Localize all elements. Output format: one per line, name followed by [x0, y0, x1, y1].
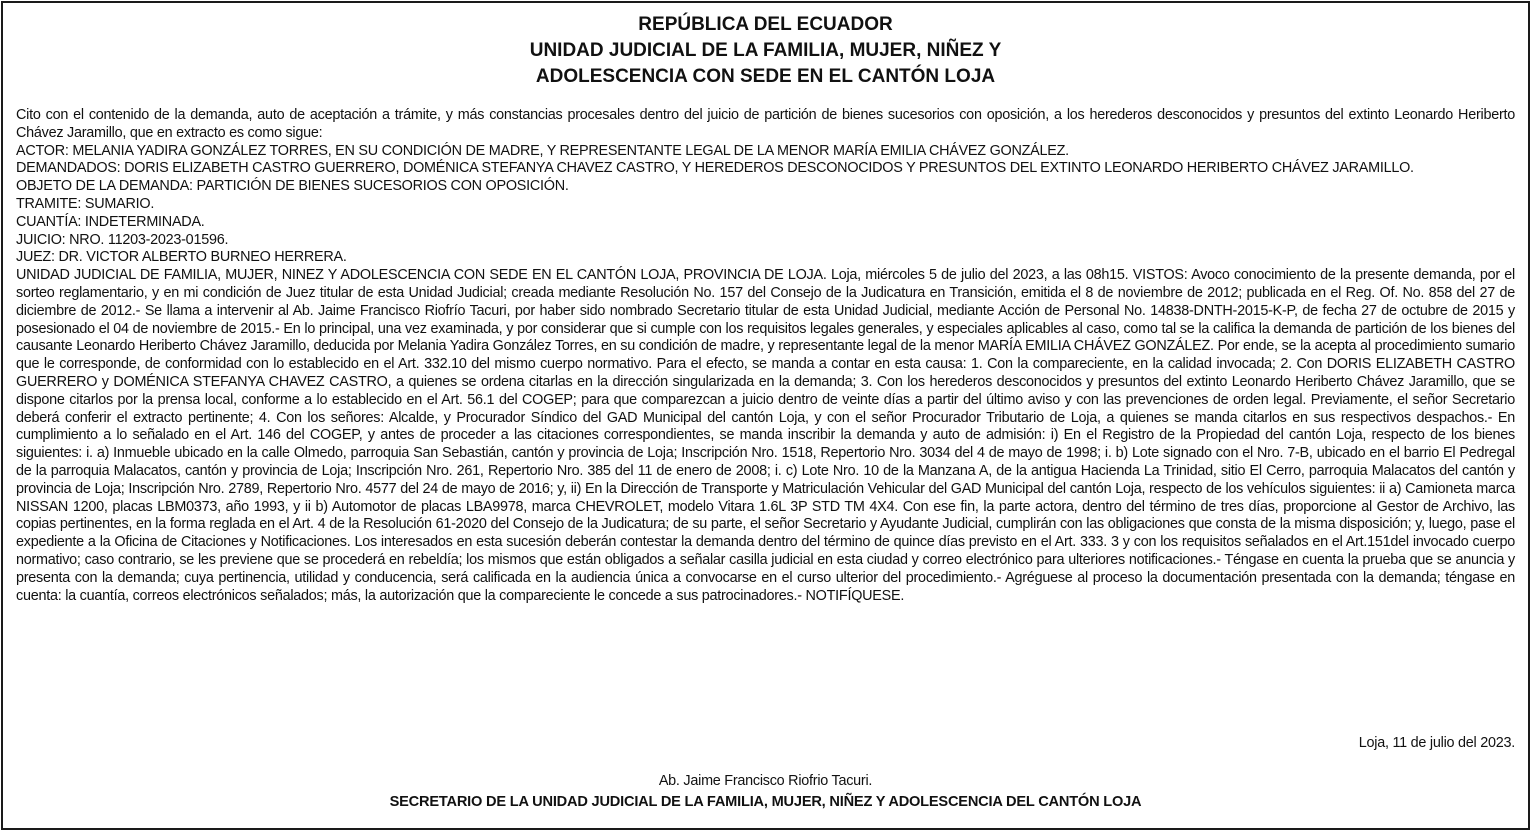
juez-line: JUEZ: DR. VICTOR ALBERTO BURNEO HERRERA.	[16, 249, 347, 266]
header-court-line-2: ADOLESCENCIA CON SEDE EN EL CANTÓN LOJA	[535, 66, 996, 87]
juicio-line: JUICIO: NRO. 11203-2023-01596.	[16, 231, 229, 248]
header-country: REPÚBLICA DEL ECUADOR	[638, 14, 893, 35]
notice-header	[3, 12, 1528, 90]
signatory-name: Ab. Jaime Francisco Riofrio Tacuri.	[658, 773, 873, 789]
notice-body	[16, 107, 1515, 605]
legal-notice	[1, 1, 1530, 830]
tramite-line: TRAMITE: SUMARIO.	[16, 195, 155, 212]
providencia-paragraph: UNIDAD JUDICIAL DE FAMILIA, MUJER, NINEZ Y ADOLESCENCIA CON SEDE EN EL CANTÓN LOJA, PROVINCIA DE LOJA. Loja, miércoles 5 de julio del 2023, a las 08h15. VISTOS: Avoco conocimiento de la presente demanda, por el sorteo reglamentario, y en mi condición de Juez titular de esta Unidad Judicial; creada mediante Resolución No. 157 del Consejo de la Judicatura en Transición, emitida el 8 de noviembre de 2012; publicada en el Reg. Of. No. 858 del 27 de diciembre de 2012.- Se llama a intervenir al Ab. Jaime Francisco Riofrío Tacuri, por haber sido nombrado Secretario titular de esta Unidad Judicial, mediante Acción de Personal No. 14838-DNTH-2015-K-P, de fecha 27 de octubre de 2015 y posesionado el 04 de noviembre de 2015.- En lo principal, una vez examinada, y por considerar que si cumple con los requisitos legales generales, y especiales aplicables al caso, como tal se la califica la demanda de partición de los bienes del causante Leonardo Heriberto Chávez Jaramillo, deducida por Melania Yadira González Torres, en su condición de madre, y representante legal de la menor MARÍA EMILIA CHÁVEZ GONZÁLEZ. Por ende, se la acepta al procedimiento sumario que le corresponde, de conformidad con lo establecido en el Art. 332.10 del mismo cuerpo normativo. Para el efecto, se manda a contar en esta causa: 1. Con la compareciente, en la calidad invocada; 2. Con DORIS ELIZABETH CASTRO GUERRERO y DOMÉNICA STEFANYA CHAVEZ CASTRO, a quienes se ordena citarlas en la dirección singularizada en la demanda; 3. Con los herederos desconocidos y presuntos del extinto Leonardo Heriberto Chávez Jaramillo, que se dispone citarlos por la prensa local, conforme a lo establecido en el Art. 56.1 del COGEP; para que comparezcan a juicio dentro de veinte días a partir del último aviso y con las prevenciones de orden legal. Previamente, el señor Secretario deberá conferir el extracto pertinente; 4. Con los señores: Alcalde, y Procurador Síndico del GAD Municipal del cantón Loja, y con el señor Procurador Tributario de Loja, a quienes se manda citarlos en sus respectivos despachos.- En cumplimiento a lo señalado en el Art. 146 del COGEP, y antes de proceder a las citaciones correspondientes, se manda inscribir la demanda y auto de admisión: i) En el Registro de la Propiedad del cantón Loja, respecto de los bienes siguientes: i. a) Inmueble ubicado en la calle Olmedo, parroquia San Sebastián, cantón y provincia de Loja; Inscripción Nro. 1518, Repertorio Nro. 3034 del 4 de mayo de 1998; i. b) Lote signado con el Nro. 7-B, ubicado en el barrio El Pedregal de la parroquia Malacatos, cantón y provincia de Loja; Inscripción Nro. 261, Repertorio Nro. 385 del 11 de enero de 2008; i. c) Lote Nro. 10 de la Manzana A, de la antigua Hacienda La Trinidad, sitio El Cerro, parroquia Malacatos del cantón y provincia de Loja; Inscripción Nro. 2789, Repertorio Nro. 4577 del 24 de mayo de 2016; y, ii) En la Dirección de Transporte y Matriculación Vehicular del GAD Municipal del cantón Loja, respecto de los vehículos siguientes: ii a) Camioneta marca NISSAN 1200, placas LBM0373, año 1993, y ii b) Automotor de placas LBA9978, marca CHEVROLET, modelo Vitara 1.6L 3P STD TM 4X4. Con ese fin, la parte actora, dentro del término de tres días, proporcione al Gestor de Archivo, las copias pertinentes, en la forma reglada en el Art. 4 de la Resolución 61-2020 del Consejo de la Judicatura; de su parte, el señor Secretario y Ayudante Judicial, cumplirán con las obligaciones que consta de la misma disposición; y, luego, pase el expediente a la Oficina de Citaciones y Notificaciones. Los interesados en esta sucesión deberán contestar la demanda dentro del término de quince días previsto en el Art. 333. 3 y con los requisitos señalados en el Art.151del invocado cuerpo normativo; caso contrario, se les previene que se procederá en rebeldía; los mismos que están obligados a señalar casilla judicial en esta ciudad y correo electrónico para ulteriores notificaciones.- Téngase en cuenta la prueba que se anuncia y presenta con la demanda; cuya pertinencia, utilidad y conducencia, será calificada en la audiencia única a convocarse en el curso ulterior del procedimiento.- Agréguese al proceso la documentación presentada con la demanda; téngase en cuenta: la cuantía, correos electrónicos señalados; más, la autorización que la compareciente le concede a sus patrocinadores.- NOTIFÍQUESE.	[16, 267, 1515, 604]
intro-paragraph: Cito con el contenido de la demanda, auto de aceptación a trámite, y más constancias procesales dentro del juicio de partición de bienes sucesorios con oposición, a los herederos desconocidos y presuntos del extinto Leonardo Heriberto Chávez Jaramillo, que en extracto es como sigue:	[16, 107, 1515, 141]
signatory-title: SECRETARIO DE LA UNIDAD JUDICIAL DE LA FAMILIA, MUJER, NIÑEZ Y ADOLESCENCIA DEL CANTÓN LOJA	[389, 794, 1142, 810]
notice-date: Loja, 11 de julio del 2023.	[1358, 735, 1515, 751]
objeto-line: OBJETO DE LA DEMANDA: PARTICIÓN DE BIENES SUCESORIOS CON OPOSICIÓN.	[16, 178, 569, 195]
demandados-line: DEMANDADOS: DORIS ELIZABETH CASTRO GUERRERO, DOMÉNICA STEFANYA CHAVEZ CASTRO, Y HEREDEROS DESCONOCIDOS Y PRESUNTOS DEL EXTINTO LEONARDO HERIBERTO CHÁVEZ JARAMILLO.	[16, 160, 1414, 177]
actor-line: ACTOR: MELANIA YADIRA GONZÁLEZ TORRES, EN SU CONDICIÓN DE MADRE, Y REPRESENTANTE LEGAL DE LA MENOR MARÍA EMILIA CHÁVEZ GONZÁLEZ.	[16, 142, 1069, 159]
cuantia-line: CUANTÍA: INDETERMINADA.	[16, 213, 205, 230]
header-court-line-1: UNIDAD JUDICIAL DE LA FAMILIA, MUJER, NIÑEZ Y	[529, 40, 1002, 61]
